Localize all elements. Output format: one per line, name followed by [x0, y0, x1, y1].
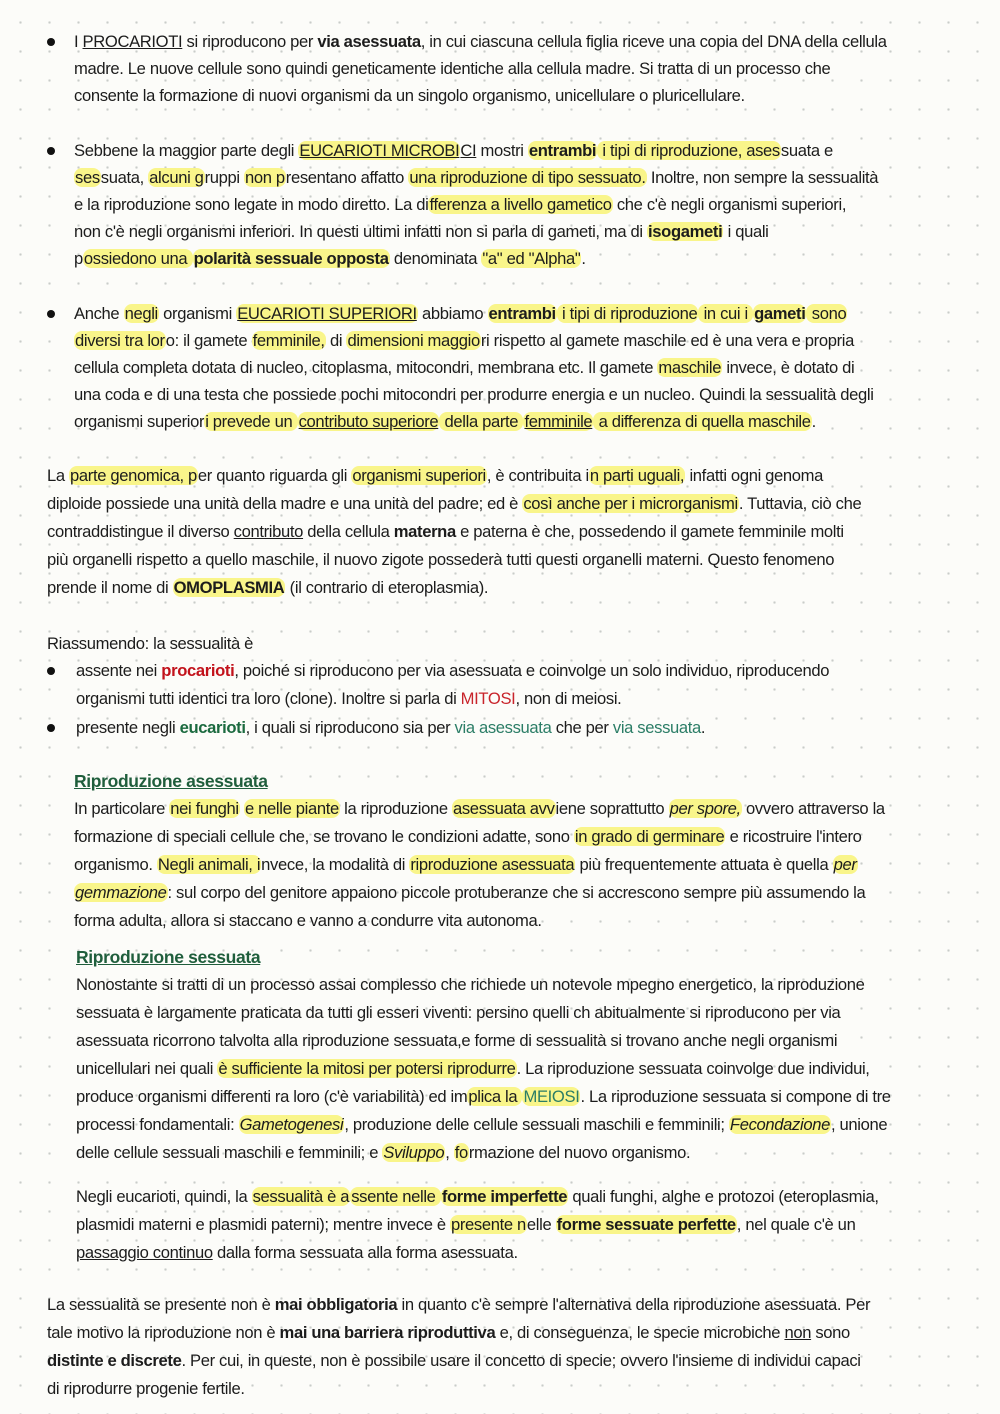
genomica-line-3: contraddistingue il diverso contributo della cellula materna e paterna è che, possedendo il gamete femminile molti [47, 522, 844, 541]
sessuata-line-5: produce organismi differenti ra loro (c'è variabilità) ed implica la MEIOSI. La riproduzione sessuata si compone di tre [76, 1087, 891, 1106]
asessuata-line-5: forma adulta, allora si staccano e vanno a condurre vita autonoma. [74, 911, 542, 930]
sessuata-line-4: unicellulari nei quali è sufficiente la mitosi per potersi riprodurre. La riproduzione sessuata coinvolge due individui, [76, 1059, 870, 1078]
bullet-dot [47, 147, 55, 155]
riassumendo-bullet-1-line-1: assente nei procarioti, poiché si riproducono per via asessuata e coinvolge un solo individuo, riproducendo [76, 661, 830, 680]
sessuata-line-3: asessuata ricorrono talvolta alla riproduzione sessuata,e forme di sessualità si trovano anche negli organismi [76, 1031, 838, 1050]
procarioti-line-1: I PROCARIOTI si riproducono per via asessuata, in cui ciascuna cellula figlia riceve una copia del DNA della cellula [74, 32, 887, 51]
superiori-line-1: Anche negli organismi EUCARIOTI SUPERIORI abbiamo entrambi i tipi di riproduzione in cui i gameti sono [74, 304, 847, 323]
asessuata-line-3: organismo. Negli animali, invece, la modalità di riproduzione asessuata più frequentemente attuata è quella per [74, 855, 857, 874]
bullet-dot [47, 724, 55, 732]
bullet-dot [47, 38, 55, 46]
genomica-line-4: più organelli rispetto a quello maschile, il nuovo zigote possederà tutti questi organelli materni. Questo fenomeno [47, 550, 835, 569]
riassumendo-intro: Riassumendo: la sessualità è [47, 634, 254, 653]
genomica-line-5: prende il nome di OMOPLASMIA (il contrario di eteroplasmia). [47, 578, 489, 597]
asessuata-line-2: formazione di speciali cellule che, se trovano le condizioni adatte, sono in grado di germinare e ricostruire l'intero [74, 827, 862, 846]
superiori-line-4: una coda e di una testa che possiede pochi mitocondri per produrre energia e un nucleo. Quindi la sessualità degli [74, 385, 874, 404]
sessuata-heading: Riproduzione sessuata [76, 947, 261, 967]
conclusione-line-2: tale motivo la riproduzione non è mai una barriera riproduttiva e, di conseguenza, le specie microbiche non sono [47, 1323, 850, 1342]
genomica-line-2: diploide possiede una unità della madre e una unità del padre; ed è così anche per i microrganismi. Tuttavia, ciò che [47, 494, 862, 513]
eucarioti-line-3: passaggio continuo dalla forma sessuata alla forma asessuata. [76, 1243, 518, 1262]
bullet-dot [47, 667, 55, 675]
microbici-line-2: sessuata, alcuni gruppi non presentano affatto una riproduzione di tipo sessuato. Inoltre, non sempre la sessualità [75, 168, 879, 187]
conclusione-line-1: La sessualità se presente non è mai obbligatoria in quanto c'è sempre l'alternativa della riproduzione asessuata. Per [47, 1295, 871, 1314]
genomica-line-1: La parte genomica, per quanto riguarda gli organismi superiori, è contribuita in parti uguali, infatti ogni genoma [47, 466, 824, 485]
microbici-line-3: e la riproduzione sono legate in modo diretto. La differenza a livello gametico che c'è negli organismi superiori, [74, 195, 847, 214]
procarioti-line-3: consente la formazione di nuovi organismi da un singolo organismo, unicellulare o pluricellulare. [74, 86, 745, 105]
superiori-line-5: organismi superiori prevede un contributo superiore della parte femminile a differenza di quella maschile. [74, 412, 816, 431]
asessuata-line-4: gemmazione: sul corpo del genitore appaiono piccole protuberanze che si accrescono sempre più assumendo la [75, 883, 866, 902]
conclusione-line-4: di riprodurre progenie fertile. [47, 1379, 245, 1398]
sessuata-line-2: sessuata è largamente praticata da tutti gli esseri viventi: persino quelli ch abitualmente si riproducono per via [76, 1003, 841, 1022]
superiori-line-2: diversi tra loro: il gamete femminile, di dimensioni maggiori rispetto al gamete maschile ed è una vera e propria [75, 331, 854, 350]
asessuata-heading: Riproduzione asessuata [74, 771, 268, 791]
bullet-dot [47, 310, 55, 318]
sessuata-line-1: Nonostante si tratti di un processo assai complesso che richiede un notevole mpegno energetico, la riproduzione [76, 975, 865, 994]
microbici-line-1: Sebbene la maggior parte degli EUCARIOTI MICROBICI mostri entrambi i tipi di riproduzione, asessuata e [74, 141, 833, 160]
microbici-line-4: non c'è negli organismi inferiori. In questi ultimi infatti non si parla di gameti, ma di isogameti i quali [74, 222, 769, 241]
riassumendo-bullet-2: presente negli eucarioti, i quali si riproducono sia per via asessuata che per via sessuata. [76, 718, 706, 737]
procarioti-line-2: madre. Le nuove cellule sono quindi geneticamente identiche alla cellula madre. Si tratta di un processo che [74, 59, 831, 78]
microbici-line-5: possiedono una polarità sessuale opposta denominata "a" ed "Alpha". [74, 249, 586, 268]
eucarioti-line-2: plasmidi materni e plasmidi paterni); mentre invece è presente nelle forme sessuate perfette, nel quale c'è un [76, 1215, 856, 1234]
riassumendo-bullet-1-line-2: organismi tutti identici tra loro (clone). Inoltre si parla di MITOSI, non di meiosi. [76, 689, 622, 708]
sessuata-line-6: processi fondamentali: Gametogenesi, produzione delle cellule sessuali maschili e femminili; Fecondazione, unione [76, 1115, 888, 1134]
eucarioti-line-1: Negli eucarioti, quindi, la sessualità è a ssente nelle forme imperfette quali funghi, alghe e protozoi (eteroplasmia, [76, 1187, 879, 1206]
conclusione-line-3: distinte e discrete. Per cui, in queste, non è possibile usare il concetto di specie; ovvero l'insieme di individui capaci [47, 1351, 861, 1370]
asessuata-line-1: In particolare nei funghi e nelle piante la riproduzione asessuata avviene soprattutto per spore, ovvero attraverso la [74, 799, 885, 818]
sessuata-line-7: delle cellule sessuali maschili e femminili; e Sviluppo, formazione del nuovo organismo. [76, 1143, 691, 1162]
superiori-line-3: cellula completa dotata di nucleo, citoplasma, mitocondri, membrana etc. Il gamete maschile invece, è dotato di [74, 358, 855, 377]
